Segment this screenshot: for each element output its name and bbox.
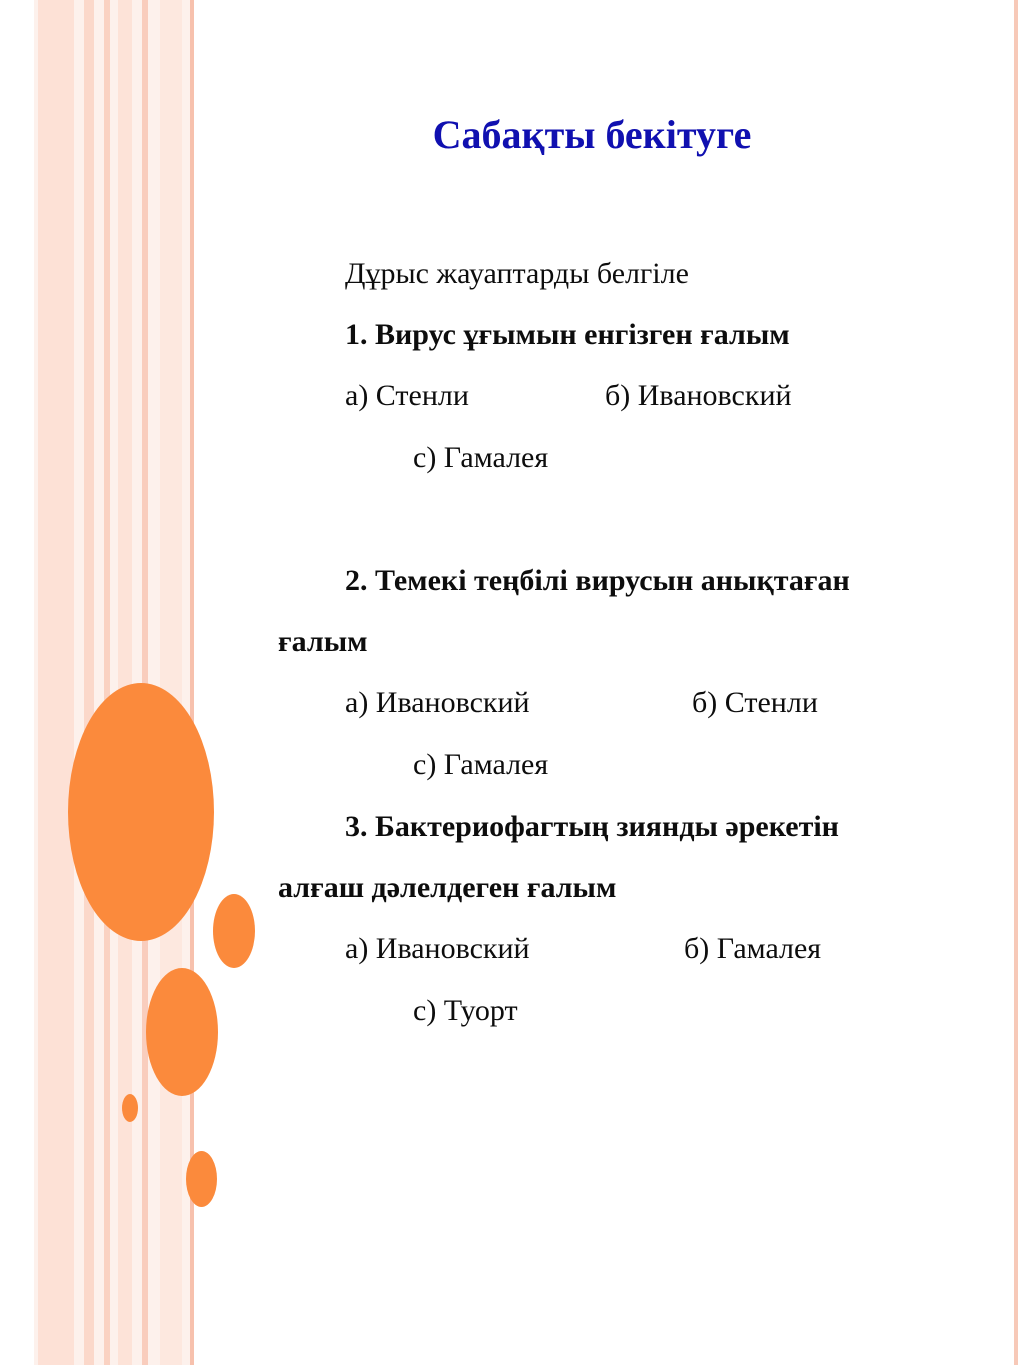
question-3-option-c: с) Туорт	[413, 994, 518, 1027]
left-stripe-4	[118, 0, 132, 1365]
small-orange-circle-1	[213, 894, 255, 968]
left-stripe-2	[84, 0, 94, 1365]
slide-title: Сабақты бекітуге	[432, 112, 752, 157]
left-stripe-3	[104, 0, 110, 1365]
tiny-orange-circle	[122, 1094, 138, 1122]
right-border-line	[1014, 0, 1018, 1365]
question-3-text-line1: 3. Бактериофагтың зиянды әрекетін	[345, 810, 839, 843]
left-stripe-6	[160, 0, 182, 1365]
question-3-option-b: б) Гамалея	[684, 932, 822, 965]
question-2-text-line2: ғалым	[278, 625, 368, 658]
question-2-option-c: с) Гамалея	[413, 748, 549, 781]
question-2-option-b: б) Стенли	[692, 686, 818, 719]
question-1-text: 1. Вирус ұғымын енгізген ғалым	[345, 318, 790, 351]
question-3-text-line2: алғаш дәлелдеген ғалым	[278, 871, 617, 904]
question-3-option-a: а) Ивановский	[345, 932, 530, 965]
question-2-option-a: а) Ивановский	[345, 686, 530, 719]
question-1-option-c: с) Гамалея	[413, 441, 549, 474]
question-1-option-b: б) Ивановский	[605, 379, 792, 412]
question-1-option-a: а) Стенли	[345, 379, 469, 412]
left-stripe-1	[38, 0, 74, 1365]
small-orange-circle-2	[186, 1151, 217, 1207]
medium-orange-circle	[146, 968, 218, 1096]
large-orange-circle	[68, 683, 214, 941]
question-2-text-line1: 2. Темекі теңбілі вирусын анықтаған	[345, 564, 850, 597]
instruction-text: Дұрыс жауаптарды белгіле	[345, 257, 689, 290]
